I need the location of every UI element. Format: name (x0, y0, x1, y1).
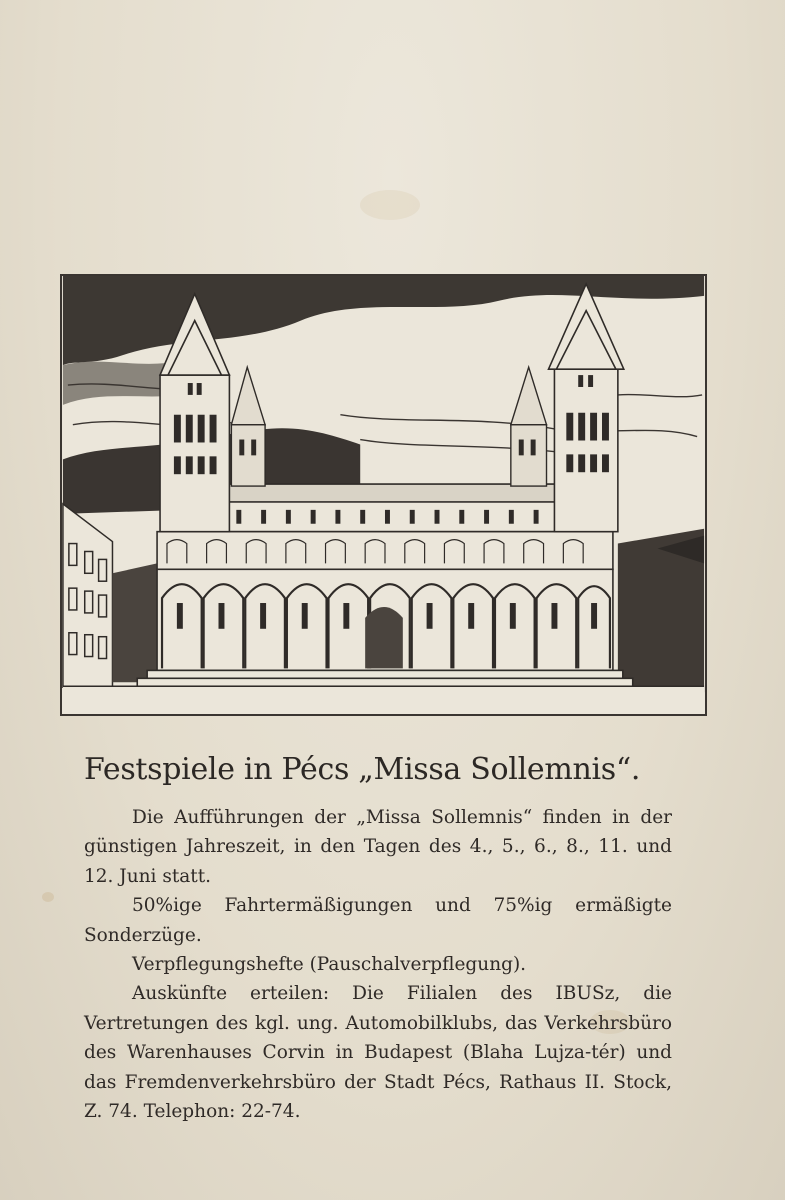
cathedral-illustration (60, 274, 707, 716)
paragraph-information: Auskünfte erteilen: Die Filialen des IBUSz, die Vertretungen des kgl. ung. Automobilklubs, das Verkehrsbüro des Warenhauses Corvin in Budapest (Blaha Lujza-tér) und das Fremdenverkehrsbüro der Stadt Pécs, Rathaus II. Stock, Z. 74. Telephon: 22-74. (84, 983, 672, 1123)
body-text (84, 803, 672, 1126)
paragraph-discounts: 50%ige Fahrtermäßigungen und 75%ig ermäßigte Sonderzüge. (84, 895, 672, 946)
cathedral-drawing (62, 276, 705, 714)
paragraph-catering: Verpflegungshefte (Pauschalverpflegung). (132, 954, 527, 976)
page-title: Festspiele in Pécs „Missa Sollemnis“. (84, 752, 641, 787)
paper-stain (360, 190, 420, 220)
paragraph-dates: Die Aufführungen der „Missa Sollemnis“ finden in der günstigen Jahreszeit, in den Tagen des 4., 5., 6., 8., 11. und 12. Juni statt. (84, 807, 672, 887)
paper-stain (42, 892, 54, 902)
